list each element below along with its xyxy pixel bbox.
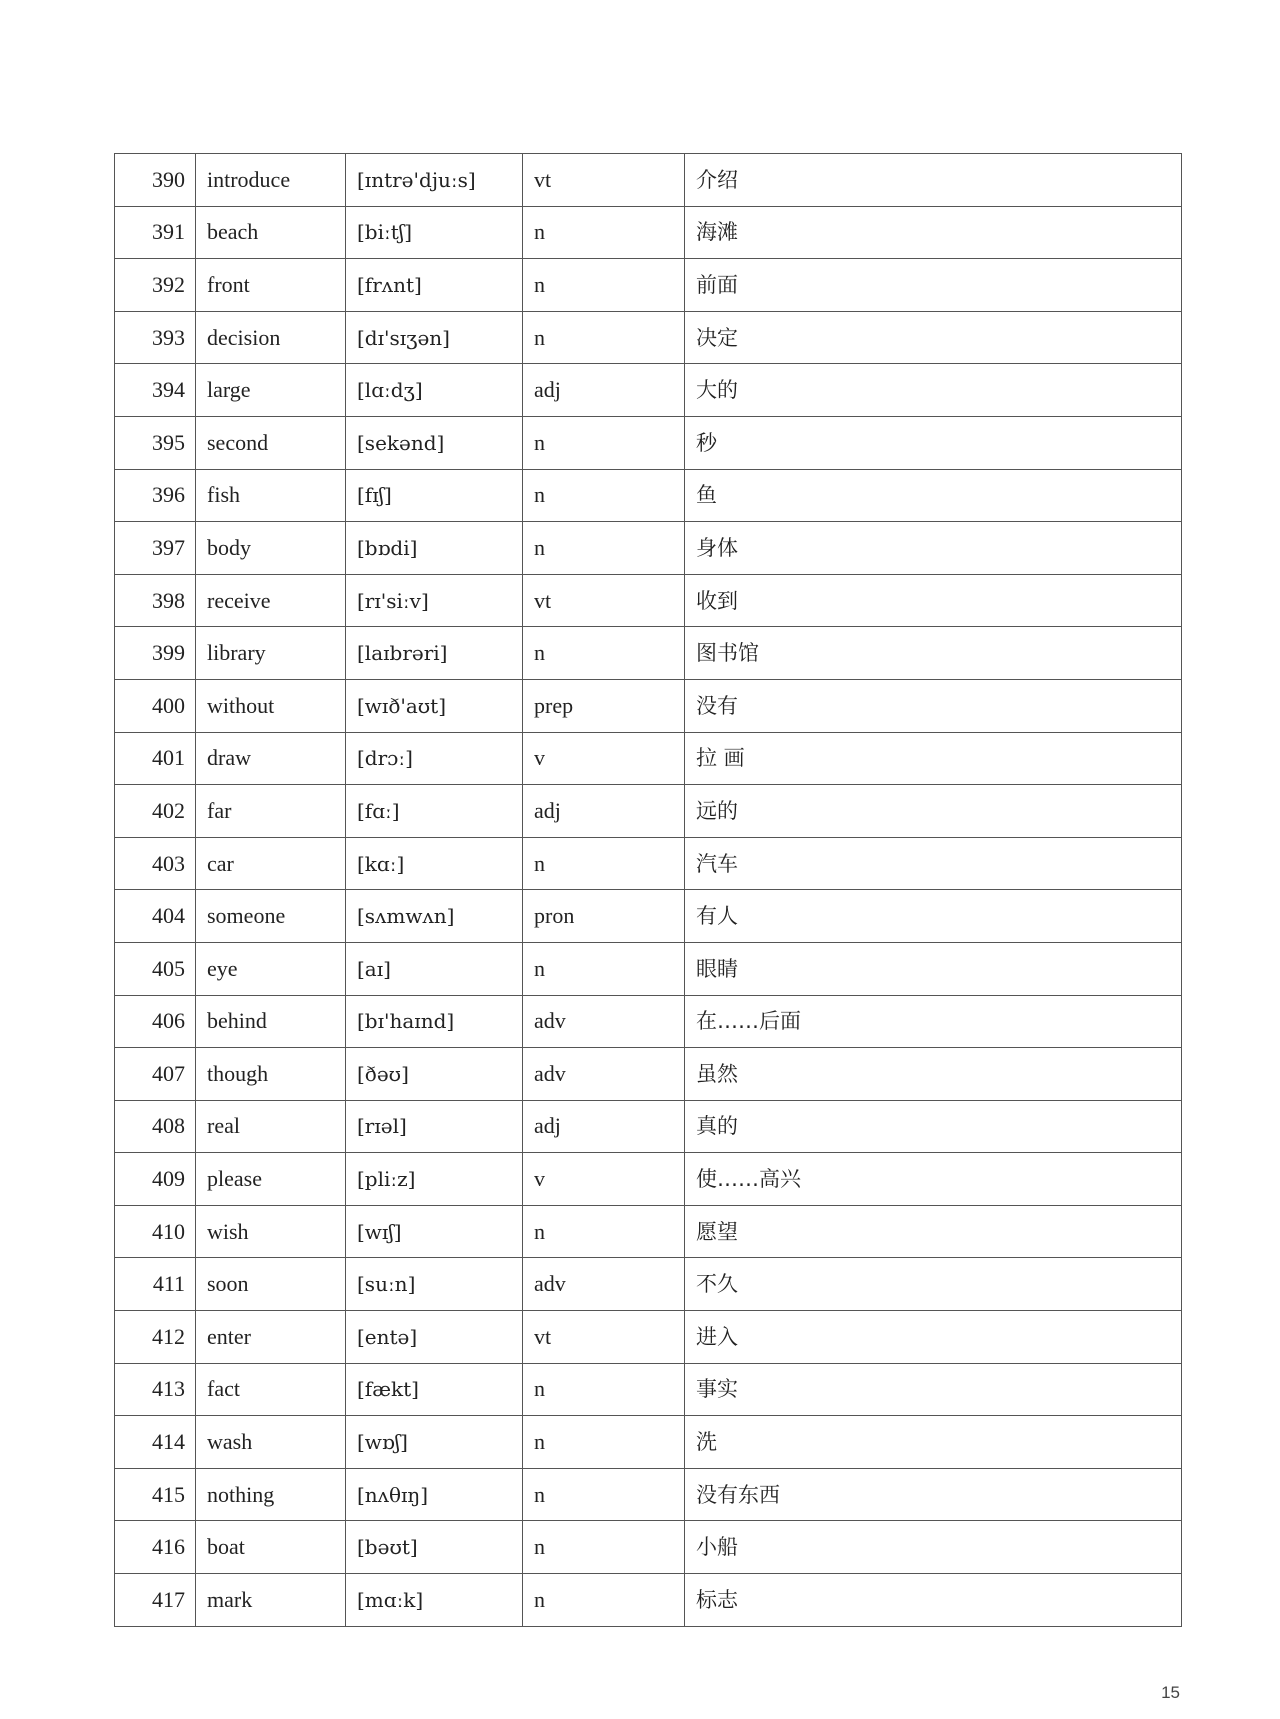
entry-number: 390 xyxy=(115,154,196,207)
part-of-speech: pron xyxy=(523,890,685,943)
english-word: behind xyxy=(196,995,346,1048)
english-word: fact xyxy=(196,1363,346,1416)
phonetic-transcription: [bɪ'haɪnd] xyxy=(346,995,523,1048)
english-word: without xyxy=(196,679,346,732)
table-row xyxy=(115,627,1182,680)
chinese-meaning: 洗 xyxy=(685,1416,1182,1469)
phonetic-transcription: [fɑː] xyxy=(346,785,523,838)
phonetic-transcription: [fɪʃ] xyxy=(346,469,523,522)
entry-number: 400 xyxy=(115,679,196,732)
chinese-meaning: 不久 xyxy=(685,1258,1182,1311)
chinese-meaning: 海滩 xyxy=(685,206,1182,259)
english-word: car xyxy=(196,837,346,890)
english-word: boat xyxy=(196,1521,346,1574)
english-word: fish xyxy=(196,469,346,522)
phonetic-transcription: [wɪð'aʊt] xyxy=(346,679,523,732)
part-of-speech: n xyxy=(523,416,685,469)
entry-number: 405 xyxy=(115,942,196,995)
table-row xyxy=(115,416,1182,469)
table-row xyxy=(115,995,1182,1048)
english-word: library xyxy=(196,627,346,680)
chinese-meaning: 收到 xyxy=(685,574,1182,627)
entry-number: 413 xyxy=(115,1363,196,1416)
phonetic-transcription: [ðəʊ] xyxy=(346,1048,523,1101)
english-word: front xyxy=(196,259,346,312)
chinese-meaning: 决定 xyxy=(685,311,1182,364)
phonetic-transcription: [mɑːk] xyxy=(346,1574,523,1627)
english-word: beach xyxy=(196,206,346,259)
phonetic-transcription: [fækt] xyxy=(346,1363,523,1416)
table-row xyxy=(115,574,1182,627)
part-of-speech: vt xyxy=(523,1311,685,1364)
part-of-speech: vt xyxy=(523,154,685,207)
entry-number: 410 xyxy=(115,1205,196,1258)
english-word: body xyxy=(196,522,346,575)
chinese-meaning: 标志 xyxy=(685,1574,1182,1627)
phonetic-transcription: [kɑː] xyxy=(346,837,523,890)
phonetic-transcription: [entə] xyxy=(346,1311,523,1364)
phonetic-transcription: [sekənd] xyxy=(346,416,523,469)
chinese-meaning: 愿望 xyxy=(685,1205,1182,1258)
table-row xyxy=(115,1048,1182,1101)
part-of-speech: v xyxy=(523,1153,685,1206)
chinese-meaning: 拉 画 xyxy=(685,732,1182,785)
table-row xyxy=(115,1574,1182,1627)
table-row xyxy=(115,206,1182,259)
part-of-speech: adj xyxy=(523,1100,685,1153)
chinese-meaning: 汽车 xyxy=(685,837,1182,890)
phonetic-transcription: [ɪntrə'djuːs] xyxy=(346,154,523,207)
table-row xyxy=(115,1258,1182,1311)
table-row xyxy=(115,1363,1182,1416)
entry-number: 393 xyxy=(115,311,196,364)
chinese-meaning: 小船 xyxy=(685,1521,1182,1574)
part-of-speech: n xyxy=(523,1574,685,1627)
chinese-meaning: 虽然 xyxy=(685,1048,1182,1101)
phonetic-transcription: [bɒdi] xyxy=(346,522,523,575)
table-row xyxy=(115,522,1182,575)
part-of-speech: v xyxy=(523,732,685,785)
part-of-speech: n xyxy=(523,469,685,522)
english-word: eye xyxy=(196,942,346,995)
table-row xyxy=(115,469,1182,522)
entry-number: 406 xyxy=(115,995,196,1048)
phonetic-transcription: [aɪ] xyxy=(346,942,523,995)
table-row xyxy=(115,1521,1182,1574)
english-word: second xyxy=(196,416,346,469)
entry-number: 402 xyxy=(115,785,196,838)
chinese-meaning: 身体 xyxy=(685,522,1182,575)
table-row xyxy=(115,154,1182,207)
english-word: soon xyxy=(196,1258,346,1311)
part-of-speech: vt xyxy=(523,574,685,627)
entry-number: 401 xyxy=(115,732,196,785)
table-row xyxy=(115,259,1182,312)
chinese-meaning: 鱼 xyxy=(685,469,1182,522)
table-row xyxy=(115,785,1182,838)
part-of-speech: n xyxy=(523,942,685,995)
part-of-speech: n xyxy=(523,1416,685,1469)
chinese-meaning: 前面 xyxy=(685,259,1182,312)
vocabulary-table xyxy=(114,153,1182,1627)
part-of-speech: n xyxy=(523,627,685,680)
phonetic-transcription: [suːn] xyxy=(346,1258,523,1311)
phonetic-transcription: [frʌnt] xyxy=(346,259,523,312)
chinese-meaning: 有人 xyxy=(685,890,1182,943)
table-row xyxy=(115,942,1182,995)
entry-number: 408 xyxy=(115,1100,196,1153)
phonetic-transcription: [laɪbrəri] xyxy=(346,627,523,680)
entry-number: 409 xyxy=(115,1153,196,1206)
phonetic-transcription: [lɑːdʒ] xyxy=(346,364,523,417)
table-row xyxy=(115,1311,1182,1364)
english-word: draw xyxy=(196,732,346,785)
phonetic-transcription: [wɪʃ] xyxy=(346,1205,523,1258)
phonetic-transcription: [pliːz] xyxy=(346,1153,523,1206)
part-of-speech: prep xyxy=(523,679,685,732)
english-word: receive xyxy=(196,574,346,627)
part-of-speech: adv xyxy=(523,1258,685,1311)
part-of-speech: n xyxy=(523,311,685,364)
entry-number: 395 xyxy=(115,416,196,469)
english-word: mark xyxy=(196,1574,346,1627)
table-row xyxy=(115,1153,1182,1206)
english-word: nothing xyxy=(196,1468,346,1521)
chinese-meaning: 没有东西 xyxy=(685,1468,1182,1521)
phonetic-transcription: [wɒʃ] xyxy=(346,1416,523,1469)
entry-number: 399 xyxy=(115,627,196,680)
chinese-meaning: 在……后面 xyxy=(685,995,1182,1048)
phonetic-transcription: [drɔː] xyxy=(346,732,523,785)
chinese-meaning: 使……高兴 xyxy=(685,1153,1182,1206)
english-word: though xyxy=(196,1048,346,1101)
table-row xyxy=(115,1468,1182,1521)
table-row xyxy=(115,732,1182,785)
chinese-meaning: 没有 xyxy=(685,679,1182,732)
english-word: someone xyxy=(196,890,346,943)
chinese-meaning: 介绍 xyxy=(685,154,1182,207)
entry-number: 407 xyxy=(115,1048,196,1101)
phonetic-transcription: [biːtʃ] xyxy=(346,206,523,259)
part-of-speech: n xyxy=(523,522,685,575)
part-of-speech: n xyxy=(523,837,685,890)
entry-number: 392 xyxy=(115,259,196,312)
part-of-speech: adv xyxy=(523,1048,685,1101)
english-word: please xyxy=(196,1153,346,1206)
entry-number: 416 xyxy=(115,1521,196,1574)
phonetic-transcription: [rɪəl] xyxy=(346,1100,523,1153)
english-word: introduce xyxy=(196,154,346,207)
english-word: wash xyxy=(196,1416,346,1469)
part-of-speech: n xyxy=(523,1205,685,1258)
part-of-speech: adj xyxy=(523,364,685,417)
entry-number: 404 xyxy=(115,890,196,943)
entry-number: 396 xyxy=(115,469,196,522)
entry-number: 403 xyxy=(115,837,196,890)
page-number: 15 xyxy=(1161,1683,1180,1702)
entry-number: 397 xyxy=(115,522,196,575)
phonetic-transcription: [dɪ'sɪʒən] xyxy=(346,311,523,364)
phonetic-transcription: [rɪ'siːv] xyxy=(346,574,523,627)
table-row xyxy=(115,837,1182,890)
table-row xyxy=(115,679,1182,732)
table-row xyxy=(115,1205,1182,1258)
table-row xyxy=(115,890,1182,943)
phonetic-transcription: [bəʊt] xyxy=(346,1521,523,1574)
entry-number: 394 xyxy=(115,364,196,417)
chinese-meaning: 事实 xyxy=(685,1363,1182,1416)
part-of-speech: n xyxy=(523,1468,685,1521)
part-of-speech: n xyxy=(523,259,685,312)
chinese-meaning: 图书馆 xyxy=(685,627,1182,680)
part-of-speech: adv xyxy=(523,995,685,1048)
table-row xyxy=(115,311,1182,364)
entry-number: 412 xyxy=(115,1311,196,1364)
part-of-speech: n xyxy=(523,1363,685,1416)
english-word: decision xyxy=(196,311,346,364)
table-row xyxy=(115,1416,1182,1469)
phonetic-transcription: [sʌmwʌn] xyxy=(346,890,523,943)
chinese-meaning: 大的 xyxy=(685,364,1182,417)
entry-number: 391 xyxy=(115,206,196,259)
chinese-meaning: 进入 xyxy=(685,1311,1182,1364)
entry-number: 414 xyxy=(115,1416,196,1469)
chinese-meaning: 眼睛 xyxy=(685,942,1182,995)
english-word: wish xyxy=(196,1205,346,1258)
english-word: real xyxy=(196,1100,346,1153)
chinese-meaning: 真的 xyxy=(685,1100,1182,1153)
chinese-meaning: 秒 xyxy=(685,416,1182,469)
english-word: far xyxy=(196,785,346,838)
table-row xyxy=(115,364,1182,417)
entry-number: 411 xyxy=(115,1258,196,1311)
entry-number: 398 xyxy=(115,574,196,627)
vocabulary-table-body xyxy=(115,154,1182,1627)
english-word: large xyxy=(196,364,346,417)
phonetic-transcription: [nʌθɪŋ] xyxy=(346,1468,523,1521)
table-row xyxy=(115,1100,1182,1153)
english-word: enter xyxy=(196,1311,346,1364)
part-of-speech: adj xyxy=(523,785,685,838)
entry-number: 417 xyxy=(115,1574,196,1627)
part-of-speech: n xyxy=(523,206,685,259)
chinese-meaning: 远的 xyxy=(685,785,1182,838)
entry-number: 415 xyxy=(115,1468,196,1521)
part-of-speech: n xyxy=(523,1521,685,1574)
